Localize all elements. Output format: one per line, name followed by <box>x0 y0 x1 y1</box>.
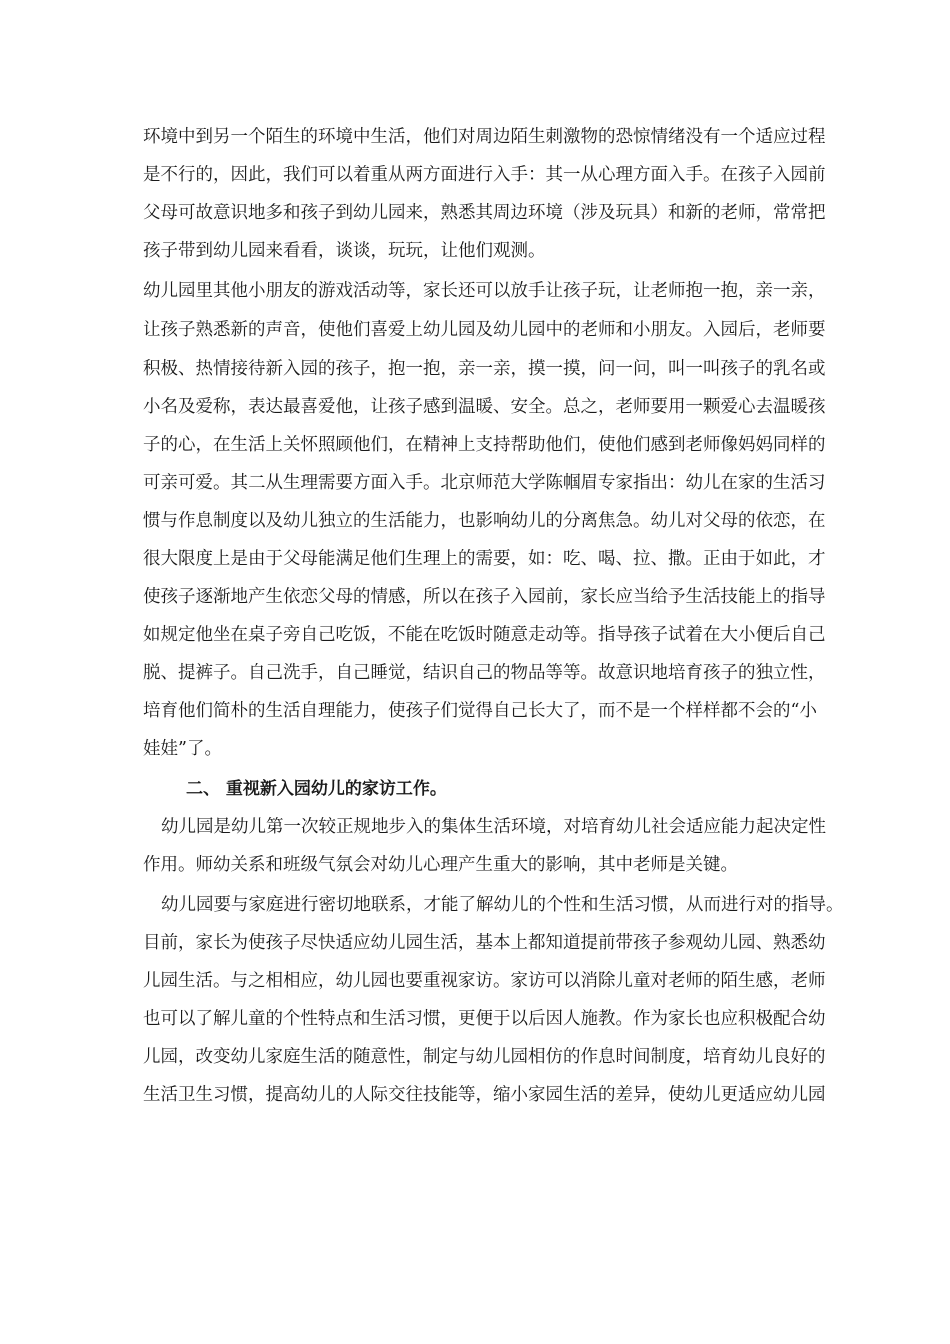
body-text-line: 幼儿园是幼儿第一次较正规地步入的集体生活环境，对培育幼儿社会适应能力起决定性 <box>161 817 826 837</box>
body-text-line: 也可以了解儿童的个性特点和生活习惯，更便于以后因人施教。作为家长也应积极配合幼 <box>143 1009 826 1029</box>
body-text-line: 是不行的，因此，我们可以着重从两方面进行入手：其一从心理方面入手。在孩子入园前 <box>143 165 826 185</box>
body-text-line: 积极、热情接待新入园的孩子，抱一抱，亲一亲，摸一摸，问一问，叫一叫孩子的乳名或 <box>143 359 826 379</box>
body-text-line: 惯与作息制度以及幼儿独立的生活能力，也影响幼儿的分离焦急。幼儿对父母的依恋，在 <box>143 511 826 531</box>
body-text-line: 脱、提裤子。自己洗手，自己睡觉，结识自己的物品等等。故意识地培育孩子的独立性， <box>143 663 826 683</box>
body-text-line: 很大限度上是由于父母能满足他们生理上的需要，如：吃、喝、拉、撒。正由于如此，才 <box>143 549 826 569</box>
body-text-line: 儿园，改变幼儿家庭生活的随意性，制定与幼儿园相仿的作息时间制度，培育幼儿良好的 <box>143 1047 826 1067</box>
body-text-line: 幼儿园要与家庭进行密切地联系，才能了解幼儿的个性和生活习惯，从而进行对的指导。 <box>161 895 844 915</box>
body-text-line: 幼儿园里其他小朋友的游戏活动等，家长还可以放手让孩子玩，让老师抱一抱，亲一亲， <box>143 281 826 301</box>
body-text-line: 孩子带到幼儿园来看看，谈谈，玩玩，让他们观测。 <box>143 241 546 261</box>
body-text-line: 子的心，在生活上关怀照顾他们，在精神上支持帮助他们，使他们感到老师像妈妈同样的 <box>143 435 826 455</box>
body-text-line: 生活卫生习惯，提高幼儿的人际交往技能等，缩小家园生活的差异，使幼儿更适应幼儿园 <box>143 1085 826 1105</box>
body-text-line: 父母可故意识地多和孩子到幼儿园来，熟悉其周边环境（涉及玩具）和新的老师，常常把 <box>143 203 826 223</box>
body-text-line: 可亲可爱。其二从生理需要方面入手。北京师范大学陈帼眉专家指出：幼儿在家的生活习 <box>143 473 826 493</box>
body-text-line: 使孩子逐渐地产生依恋父母的情感，所以在孩子入园前，家长应当给予生活技能上的指导 <box>143 587 826 607</box>
body-text-line: 娃娃”了。 <box>143 739 222 759</box>
body-text-line: 环境中到另一个陌生的环境中生活，他们对周边陌生刺激物的恐惊情绪没有一个适应过程 <box>143 127 826 147</box>
body-text-line: 培育他们简朴的生活自理能力，使孩子们觉得自己长大了，而不是一个样样都不会的“小 <box>143 701 817 721</box>
body-text-line: 作用。师幼关系和班级气氛会对幼儿心理产生重大的影响，其中老师是关键。 <box>143 855 738 875</box>
section-heading: 二、 重视新入园幼儿的家访工作。 <box>186 779 447 799</box>
body-text-line: 如规定他坐在桌子旁自己吃饭，不能在吃饭时随意走动等。指导孩子试着在大小便后自己 <box>143 625 826 645</box>
body-text-line: 儿园生活。与之相相应，幼儿园也要重视家访。家访可以消除儿童对老师的陌生感，老师 <box>143 971 826 991</box>
body-text-line: 目前，家长为使孩子尽快适应幼儿园生活，基本上都知道提前带孩子参观幼儿园、熟悉幼 <box>143 933 826 953</box>
body-text-line: 小名及爱称，表达最喜爱他，让孩子感到温暖、安全。总之，老师要用一颗爱心去温暖孩 <box>143 397 826 417</box>
body-text-line: 让孩子熟悉新的声音，使他们喜爱上幼儿园及幼儿园中的老师和小朋友。入园后，老师要 <box>143 320 826 340</box>
